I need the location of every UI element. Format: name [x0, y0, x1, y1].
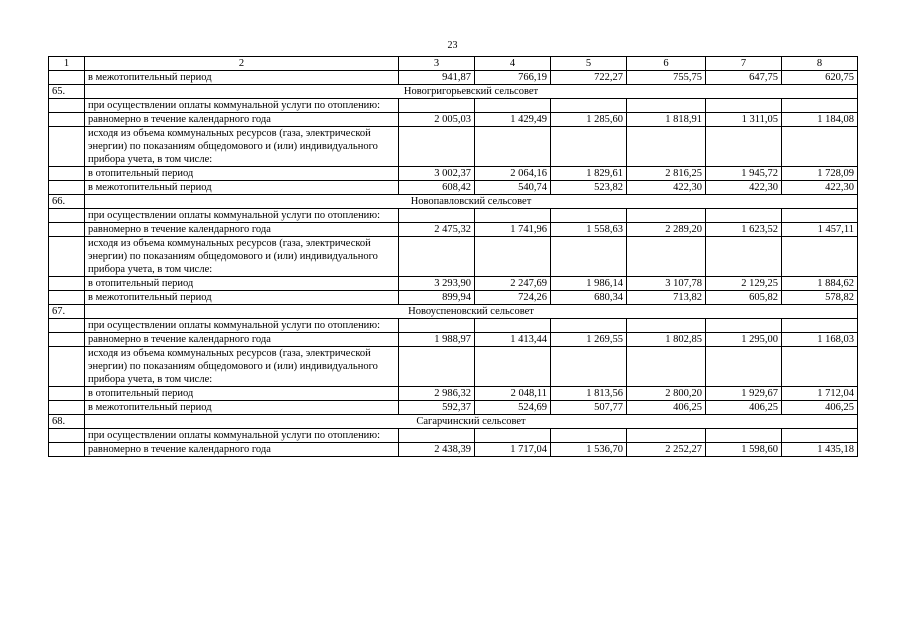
value-cell: 2 289,20 — [627, 223, 706, 237]
value-cell: 422,30 — [782, 181, 858, 195]
table-row — [49, 387, 858, 401]
value-cell: 1 285,60 — [551, 113, 627, 127]
value-cell-empty — [782, 347, 858, 387]
table-row — [49, 333, 858, 347]
value-cell: 540,74 — [475, 181, 551, 195]
value-cell: 722,27 — [551, 71, 627, 85]
value-cell: 2 800,20 — [627, 387, 706, 401]
tariff-table — [48, 56, 858, 457]
table-row — [49, 401, 858, 415]
table-row — [49, 167, 858, 181]
value-cell: 1 623,52 — [706, 223, 782, 237]
value-cell-empty — [551, 237, 627, 277]
value-cell: 3 107,78 — [627, 277, 706, 291]
value-cell: 608,42 — [399, 181, 475, 195]
column-header: 3 — [399, 57, 475, 71]
row-description: при осуществлении оплаты коммунальной услуги по отоплению: — [85, 209, 399, 223]
section-number: 65. — [49, 85, 85, 99]
value-cell: 2 064,16 — [475, 167, 551, 181]
value-cell: 1 829,61 — [551, 167, 627, 181]
value-cell: 647,75 — [706, 71, 782, 85]
value-cell-empty — [706, 209, 782, 223]
row-number-cell — [49, 113, 85, 127]
value-cell: 592,37 — [399, 401, 475, 415]
value-cell: 524,69 — [475, 401, 551, 415]
table-row — [49, 291, 858, 305]
value-cell: 1 184,08 — [782, 113, 858, 127]
value-cell: 713,82 — [627, 291, 706, 305]
section-title: Новопавловский сельсовет — [85, 195, 858, 209]
value-cell: 605,82 — [706, 291, 782, 305]
value-cell-empty — [627, 209, 706, 223]
value-cell-empty — [706, 429, 782, 443]
value-cell: 422,30 — [627, 181, 706, 195]
value-cell: 406,25 — [706, 401, 782, 415]
value-cell: 1 457,11 — [782, 223, 858, 237]
row-number-cell — [49, 443, 85, 457]
row-number-cell — [49, 319, 85, 333]
value-cell-empty — [782, 209, 858, 223]
value-cell-empty — [551, 429, 627, 443]
value-cell: 755,75 — [627, 71, 706, 85]
value-cell: 1 311,05 — [706, 113, 782, 127]
value-cell-empty — [399, 319, 475, 333]
value-cell: 1 168,03 — [782, 333, 858, 347]
value-cell: 899,94 — [399, 291, 475, 305]
value-cell: 1 945,72 — [706, 167, 782, 181]
value-cell: 1 295,00 — [706, 333, 782, 347]
value-cell: 578,82 — [782, 291, 858, 305]
value-cell-empty — [475, 347, 551, 387]
value-cell: 1 818,91 — [627, 113, 706, 127]
value-cell-empty — [551, 319, 627, 333]
column-number-header-row — [49, 57, 858, 71]
table-row — [49, 277, 858, 291]
value-cell: 3 293,90 — [399, 277, 475, 291]
column-header: 7 — [706, 57, 782, 71]
row-number-cell — [49, 277, 85, 291]
value-cell-empty — [475, 209, 551, 223]
row-label: равномерно в течение календарного года — [85, 223, 399, 237]
value-cell-empty — [706, 99, 782, 113]
value-cell-empty — [551, 209, 627, 223]
value-cell-empty — [782, 429, 858, 443]
value-cell: 507,77 — [551, 401, 627, 415]
value-cell-empty — [475, 237, 551, 277]
description-row — [49, 99, 858, 113]
page-number: 23 — [447, 40, 458, 51]
section-header-row — [49, 305, 858, 319]
section-title: Новоуспеновский сельсовет — [85, 305, 858, 319]
value-cell-empty — [475, 127, 551, 167]
value-cell: 1 712,04 — [782, 387, 858, 401]
row-number-cell — [49, 429, 85, 443]
row-description: при осуществлении оплаты коммунальной услуги по отоплению: — [85, 429, 399, 443]
value-cell-empty — [399, 347, 475, 387]
value-cell-empty — [706, 237, 782, 277]
value-cell: 1 536,70 — [551, 443, 627, 457]
value-cell-empty — [627, 429, 706, 443]
value-cell: 2 252,27 — [627, 443, 706, 457]
value-cell-empty — [475, 429, 551, 443]
value-cell: 1 986,14 — [551, 277, 627, 291]
row-label: в межотопительный период — [85, 291, 399, 305]
row-description: исходя из объема коммунальных ресурсов (газа, электрической энергии) по показаниям общедомового и (или) индивидуального прибора учета, в том числе: — [85, 347, 399, 387]
row-number-cell — [49, 401, 85, 415]
value-cell-empty — [782, 237, 858, 277]
column-header: 8 — [782, 57, 858, 71]
row-label: в отопительный период — [85, 167, 399, 181]
row-number-cell — [49, 347, 85, 387]
value-cell: 620,75 — [782, 71, 858, 85]
section-number: 67. — [49, 305, 85, 319]
section-title: Новогригорьевский сельсовет — [85, 85, 858, 99]
value-cell-empty — [627, 237, 706, 277]
value-cell-empty — [782, 319, 858, 333]
value-cell: 1 929,67 — [706, 387, 782, 401]
row-number-cell — [49, 387, 85, 401]
row-label: в межотопительный период — [85, 401, 399, 415]
description-row — [49, 429, 858, 443]
row-label: равномерно в течение календарного года — [85, 443, 399, 457]
value-cell-empty — [782, 99, 858, 113]
value-cell-empty — [475, 99, 551, 113]
value-cell-empty — [627, 127, 706, 167]
value-cell: 1 558,63 — [551, 223, 627, 237]
value-cell: 406,25 — [782, 401, 858, 415]
description-row — [49, 127, 858, 167]
row-number-cell — [49, 333, 85, 347]
section-title: Сагарчинский сельсовет — [85, 415, 858, 429]
row-label: в отопительный период — [85, 387, 399, 401]
column-header: 1 — [49, 57, 85, 71]
value-cell: 1 717,04 — [475, 443, 551, 457]
value-cell: 1 813,56 — [551, 387, 627, 401]
value-cell: 941,87 — [399, 71, 475, 85]
row-number-cell — [49, 127, 85, 167]
table-row — [49, 443, 858, 457]
value-cell: 1 598,60 — [706, 443, 782, 457]
row-label: равномерно в течение календарного года — [85, 333, 399, 347]
value-cell-empty — [706, 319, 782, 333]
description-row — [49, 237, 858, 277]
value-cell-empty — [399, 237, 475, 277]
section-number: 68. — [49, 415, 85, 429]
value-cell-empty — [551, 127, 627, 167]
row-number-cell — [49, 71, 85, 85]
row-description: при осуществлении оплаты коммунальной услуги по отоплению: — [85, 319, 399, 333]
column-header: 6 — [627, 57, 706, 71]
value-cell-empty — [706, 127, 782, 167]
value-cell: 523,82 — [551, 181, 627, 195]
value-cell-empty — [782, 127, 858, 167]
value-cell-empty — [399, 99, 475, 113]
value-cell: 2 247,69 — [475, 277, 551, 291]
section-header-row — [49, 85, 858, 99]
value-cell-empty — [627, 319, 706, 333]
value-cell: 724,26 — [475, 291, 551, 305]
value-cell: 1 413,44 — [475, 333, 551, 347]
value-cell: 1 741,96 — [475, 223, 551, 237]
value-cell: 1 988,97 — [399, 333, 475, 347]
description-row — [49, 209, 858, 223]
table-row — [49, 71, 858, 85]
value-cell: 1 429,49 — [475, 113, 551, 127]
row-number-cell — [49, 209, 85, 223]
value-cell: 3 002,37 — [399, 167, 475, 181]
row-description: при осуществлении оплаты коммунальной услуги по отоплению: — [85, 99, 399, 113]
value-cell-empty — [627, 99, 706, 113]
section-header-row — [49, 195, 858, 209]
row-number-cell — [49, 237, 85, 277]
value-cell: 2 005,03 — [399, 113, 475, 127]
value-cell-empty — [627, 347, 706, 387]
column-header: 2 — [85, 57, 399, 71]
table-row — [49, 113, 858, 127]
section-number: 66. — [49, 195, 85, 209]
table-row — [49, 223, 858, 237]
description-row — [49, 319, 858, 333]
value-cell: 2 475,32 — [399, 223, 475, 237]
value-cell: 766,19 — [475, 71, 551, 85]
row-label: в отопительный период — [85, 277, 399, 291]
value-cell: 1 728,09 — [782, 167, 858, 181]
value-cell: 2 129,25 — [706, 277, 782, 291]
value-cell-empty — [399, 209, 475, 223]
value-cell: 2 986,32 — [399, 387, 475, 401]
row-description: исходя из объема коммунальных ресурсов (газа, электрической энергии) по показаниям общедомового и (или) индивидуального прибора учета, в том числе: — [85, 237, 399, 277]
value-cell-empty — [475, 319, 551, 333]
value-cell-empty — [551, 347, 627, 387]
row-number-cell — [49, 223, 85, 237]
column-header: 5 — [551, 57, 627, 71]
description-row — [49, 347, 858, 387]
row-label: в межотопительный период — [85, 181, 399, 195]
table-row — [49, 181, 858, 195]
row-label: равномерно в течение календарного года — [85, 113, 399, 127]
row-label: в межотопительный период — [85, 71, 399, 85]
value-cell: 422,30 — [706, 181, 782, 195]
value-cell: 1 269,55 — [551, 333, 627, 347]
value-cell: 2 438,39 — [399, 443, 475, 457]
section-header-row — [49, 415, 858, 429]
value-cell: 406,25 — [627, 401, 706, 415]
value-cell: 2 048,11 — [475, 387, 551, 401]
value-cell: 1 435,18 — [782, 443, 858, 457]
row-number-cell — [49, 99, 85, 113]
value-cell: 2 816,25 — [627, 167, 706, 181]
value-cell-empty — [399, 127, 475, 167]
row-description: исходя из объема коммунальных ресурсов (газа, электрической энергии) по показаниям общедомового и (или) индивидуального прибора учета, в том числе: — [85, 127, 399, 167]
table-body — [49, 71, 858, 457]
row-number-cell — [49, 167, 85, 181]
column-header: 4 — [475, 57, 551, 71]
value-cell: 680,34 — [551, 291, 627, 305]
row-number-cell — [49, 291, 85, 305]
value-cell-empty — [706, 347, 782, 387]
value-cell-empty — [399, 429, 475, 443]
value-cell-empty — [551, 99, 627, 113]
value-cell: 1 802,85 — [627, 333, 706, 347]
row-number-cell — [49, 181, 85, 195]
value-cell: 1 884,62 — [782, 277, 858, 291]
